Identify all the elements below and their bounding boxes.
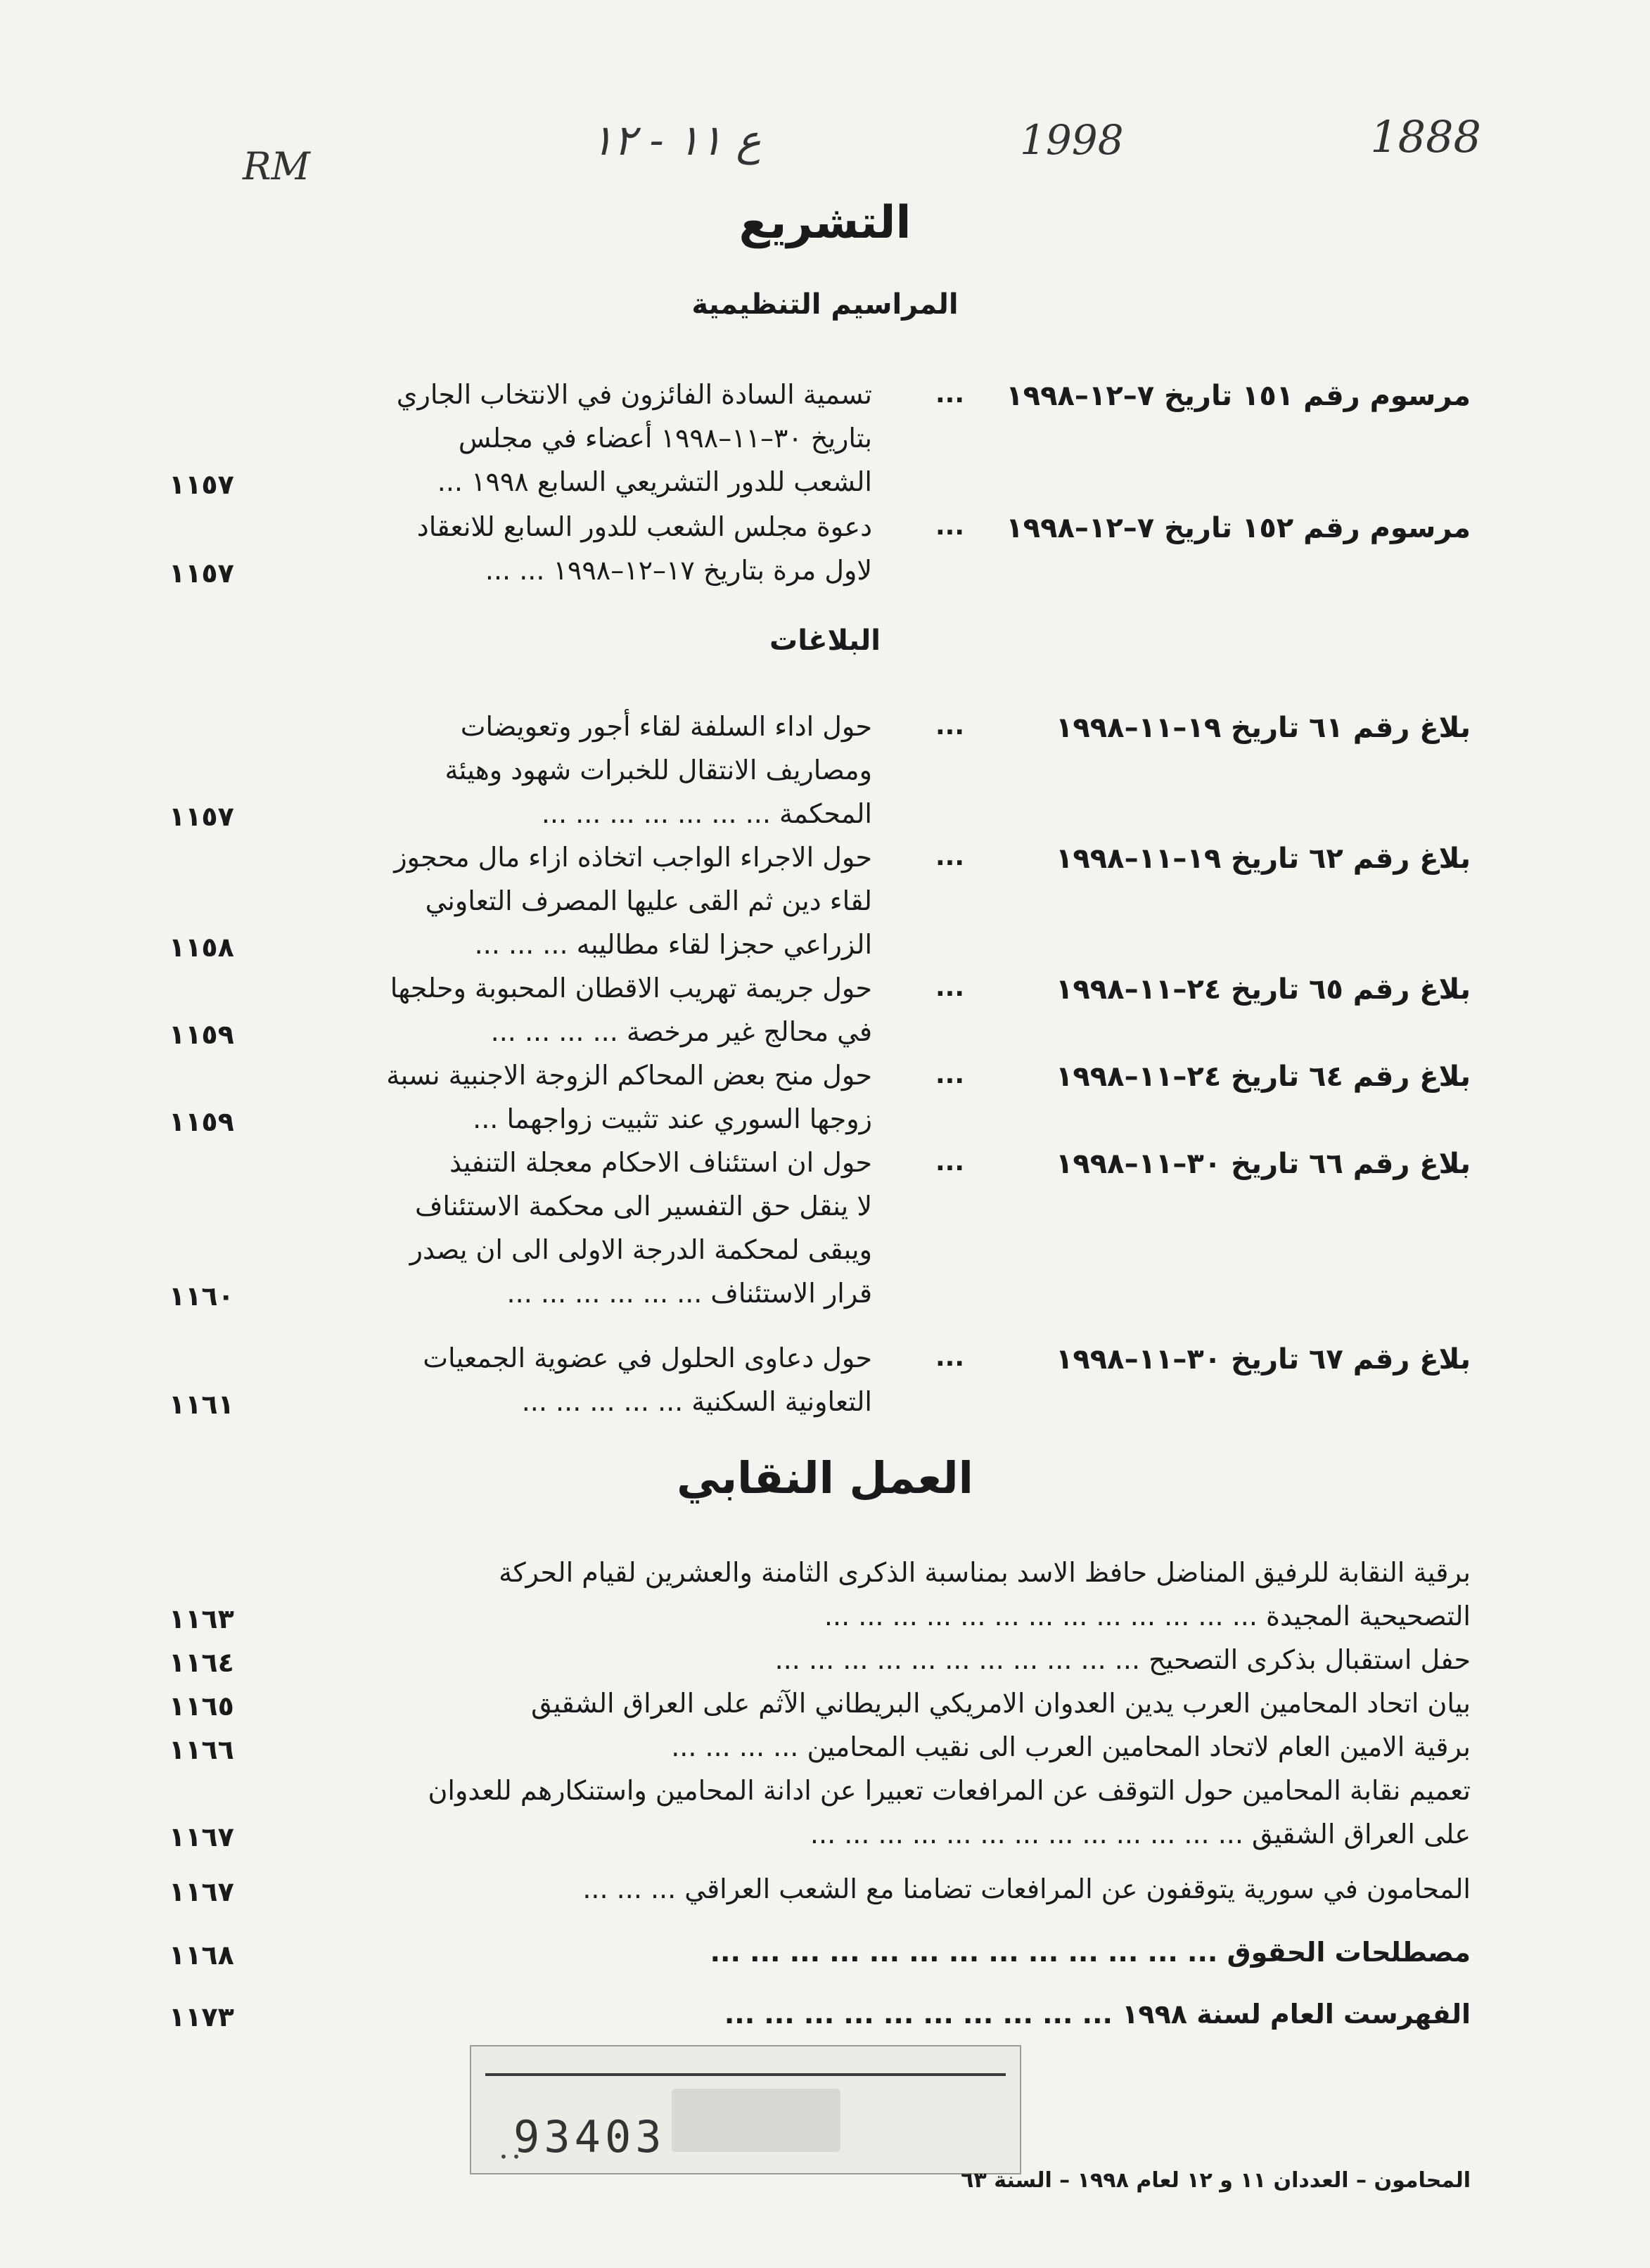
handwritten-issue: ع ١١ - ١٢ — [591, 116, 762, 165]
page-number: ١١٦٥ — [169, 1691, 234, 1722]
desc-line: لاول مرة بتاريخ ١٧–١٢–١٩٩٨ ... ... — [485, 555, 872, 586]
handwritten-year: 1998 — [1020, 116, 1124, 164]
desc-line: الفهرست العام لسنة ١٩٩٨ ... ... ... ... ... ... ... ... ... ... — [724, 1999, 1471, 2030]
entry-description — [271, 966, 872, 1053]
entry-description — [271, 1638, 1471, 1681]
leader-dots: ... — [935, 1061, 965, 1089]
page-number: ١١٦١ — [169, 1389, 234, 1420]
desc-line: بيان اتحاد المحامين العرب يدين العدوان الامريكي البريطاني الآثم على العراق الشقيق — [531, 1688, 1471, 1719]
desc-line: حفل استقبال بذكرى التصحيح ... ... ... ... ... ... ... ... ... ... ... — [774, 1644, 1471, 1675]
desc-line: برقية النقابة للرفيق المناضل حافظ الاسد بمناسبة الذكرى الثامنة والعشرين لقيام الحركة — [499, 1557, 1471, 1588]
entry-description — [271, 705, 872, 835]
desc-line: المحكمة ... ... ... ... ... ... ... — [541, 798, 872, 829]
entry-lead: مرسوم رقم ١٥٢ تاريخ ٧–١٢–١٩٩٨ — [1006, 512, 1471, 544]
library-stamp — [470, 2045, 1021, 2174]
entry-lead: مرسوم رقم ١٥١ تاريخ ٧–١٢–١٩٩٨ — [1006, 380, 1471, 412]
page-number: ١١٦٧ — [169, 1821, 234, 1852]
subsection-title-decrees: المراسيم التنظيمية — [691, 288, 959, 321]
leader-dots: ... — [935, 843, 965, 871]
entry-description — [271, 1551, 1471, 1638]
page-footer: المحامون – العددان ١١ و ١٢ لعام ١٩٩٨ – السنة ٦٣ — [961, 2168, 1471, 2193]
entry-description — [271, 1769, 1471, 1856]
desc-line: لا ينقل حق التفسير الى محكمة الاستئناف — [415, 1191, 872, 1222]
desc-line: على العراق الشقيق ... ... ... ... ... ... ... ... ... ... ... ... ... — [810, 1819, 1471, 1850]
page-number: ١١٦٧ — [169, 1876, 234, 1907]
entry-description — [271, 505, 872, 592]
leader-dots: ... — [935, 1148, 965, 1177]
page-number: ١١٥٩ — [169, 1019, 234, 1050]
desc-line: برقية الامين العام لاتحاد المحامين العرب الى نقيب المحامين ... ... ... ... — [671, 1731, 1471, 1762]
desc-line: ويبقى لمحكمة الدرجة الاولى الى ان يصدر — [409, 1234, 872, 1265]
entry-description — [271, 1725, 1471, 1769]
desc-line: حول الاجراء الواجب اتخاذه ازاء مال محجوز — [394, 842, 872, 873]
desc-line: المحامون في سورية يتوقفون عن المرافعات تضامنا مع الشعب العراقي ... ... ... — [582, 1873, 1471, 1904]
stamp-rule — [485, 2073, 1006, 2076]
page-number: ١١٥٨ — [169, 932, 234, 963]
desc-line: تسمية السادة الفائزون في الانتخاب الجاري — [396, 379, 872, 410]
entry-description — [271, 373, 872, 504]
desc-line: لقاء دين ثم القى عليها المصرف التعاوني — [425, 885, 872, 916]
page-number: ١١٦٨ — [169, 1940, 234, 1971]
desc-line: حول ان استئناف الاحكام معجلة التنفيذ — [449, 1147, 872, 1178]
entry-description — [271, 1681, 1471, 1725]
entry-lead: بلاغ رقم ٦٥ تاريخ ٢٤–١١–١٩٩٨ — [1055, 973, 1471, 1006]
page-number: ١١٧٣ — [169, 2001, 234, 2032]
stamp-mark: • • — [499, 2148, 520, 2165]
desc-line: الشعب للدور التشريعي السابع ١٩٩٨ ... — [437, 466, 872, 497]
desc-line: قرار الاستئناف ... ... ... ... ... ... — [506, 1278, 872, 1309]
stamp-seal — [672, 2089, 840, 2152]
desc-line: حول جريمة تهريب الاقطان المحبوبة وحلجها — [390, 973, 872, 1004]
page-number: ١١٥٧ — [169, 469, 234, 500]
entry-lead: بلاغ رقم ٦٦ تاريخ ٣٠–١١–١٩٩٨ — [1055, 1148, 1471, 1180]
entry-description — [271, 1992, 1471, 2036]
entry-description — [271, 1867, 1471, 1911]
handwritten-initials: RM — [243, 144, 310, 188]
section-title-legislation: التشريع — [738, 197, 912, 249]
desc-line: حول دعاوى الحلول في عضوية الجمعيات — [423, 1343, 872, 1373]
entry-lead: بلاغ رقم ٦٤ تاريخ ٢٤–١١–١٩٩٨ — [1055, 1061, 1471, 1093]
entry-description — [271, 1053, 872, 1141]
desc-line: بتاريخ ٣٠–١١–١٩٩٨ أعضاء في مجلس — [458, 423, 872, 454]
entry-description — [271, 835, 872, 966]
desc-line: ومصاريف الانتقال للخبرات شهود وهيئة — [445, 755, 872, 786]
desc-line: التعاونية السكنية ... ... ... ... ... — [521, 1386, 872, 1417]
subsection-title-communiques: البلاغات — [769, 624, 881, 657]
desc-line: التصحيحية المجيدة ... ... ... ... ... ... ... ... ... ... ... ... ... — [824, 1601, 1471, 1632]
section-title-union: العمل النقابي — [677, 1452, 973, 1504]
entry-lead: بلاغ رقم ٦٧ تاريخ ٣٠–١١–١٩٩٨ — [1055, 1343, 1471, 1376]
stamp-number: 93403 — [513, 2111, 666, 2163]
leader-dots: ... — [935, 380, 965, 409]
desc-line: حول اداء السلفة لقاء أجور وتعويضات — [460, 711, 872, 742]
page-number: ١١٦٣ — [169, 1603, 234, 1634]
desc-line: الزراعي حجزا لقاء مطاليبه ... ... ... — [474, 929, 872, 960]
entry-lead: بلاغ رقم ٦١ تاريخ ١٩–١١–١٩٩٨ — [1055, 712, 1471, 744]
desc-line: في محالج غير مرخصة ... ... ... ... — [490, 1016, 872, 1047]
page-number: ١١٥٧ — [169, 558, 234, 589]
leader-dots: ... — [935, 973, 965, 1002]
page-number: ١١٥٩ — [169, 1106, 234, 1137]
entry-lead: بلاغ رقم ٦٢ تاريخ ١٩–١١–١٩٩٨ — [1055, 843, 1471, 875]
page-number: ١١٦٤ — [169, 1647, 234, 1678]
entry-description — [271, 1141, 872, 1315]
desc-line: دعوة مجلس الشعب للدور السابع للانعقاد — [416, 511, 872, 542]
desc-line: مصطلحات الحقوق ... ... ... ... ... ... ... ... ... ... ... ... ... — [710, 1937, 1471, 1968]
leader-dots: ... — [935, 712, 965, 741]
handwritten-number: 1888 — [1370, 111, 1481, 162]
entry-description — [271, 1336, 872, 1423]
desc-line: حول منح بعض المحاكم الزوجة الاجنبية نسبة — [386, 1060, 872, 1091]
desc-line: تعميم نقابة المحامين حول التوقف عن المرافعات تعبيرا عن ادانة المحامين واستنكارهم للعدوان — [428, 1775, 1471, 1806]
page-number: ١١٦٠ — [169, 1281, 234, 1312]
page-number: ١١٥٧ — [169, 801, 234, 832]
page-number: ١١٦٦ — [169, 1734, 234, 1765]
desc-line: زوجها السوري عند تثبيت زواجهما ... — [473, 1103, 872, 1134]
leader-dots: ... — [935, 512, 965, 541]
leader-dots: ... — [935, 1343, 965, 1372]
entry-description — [271, 1930, 1471, 1974]
